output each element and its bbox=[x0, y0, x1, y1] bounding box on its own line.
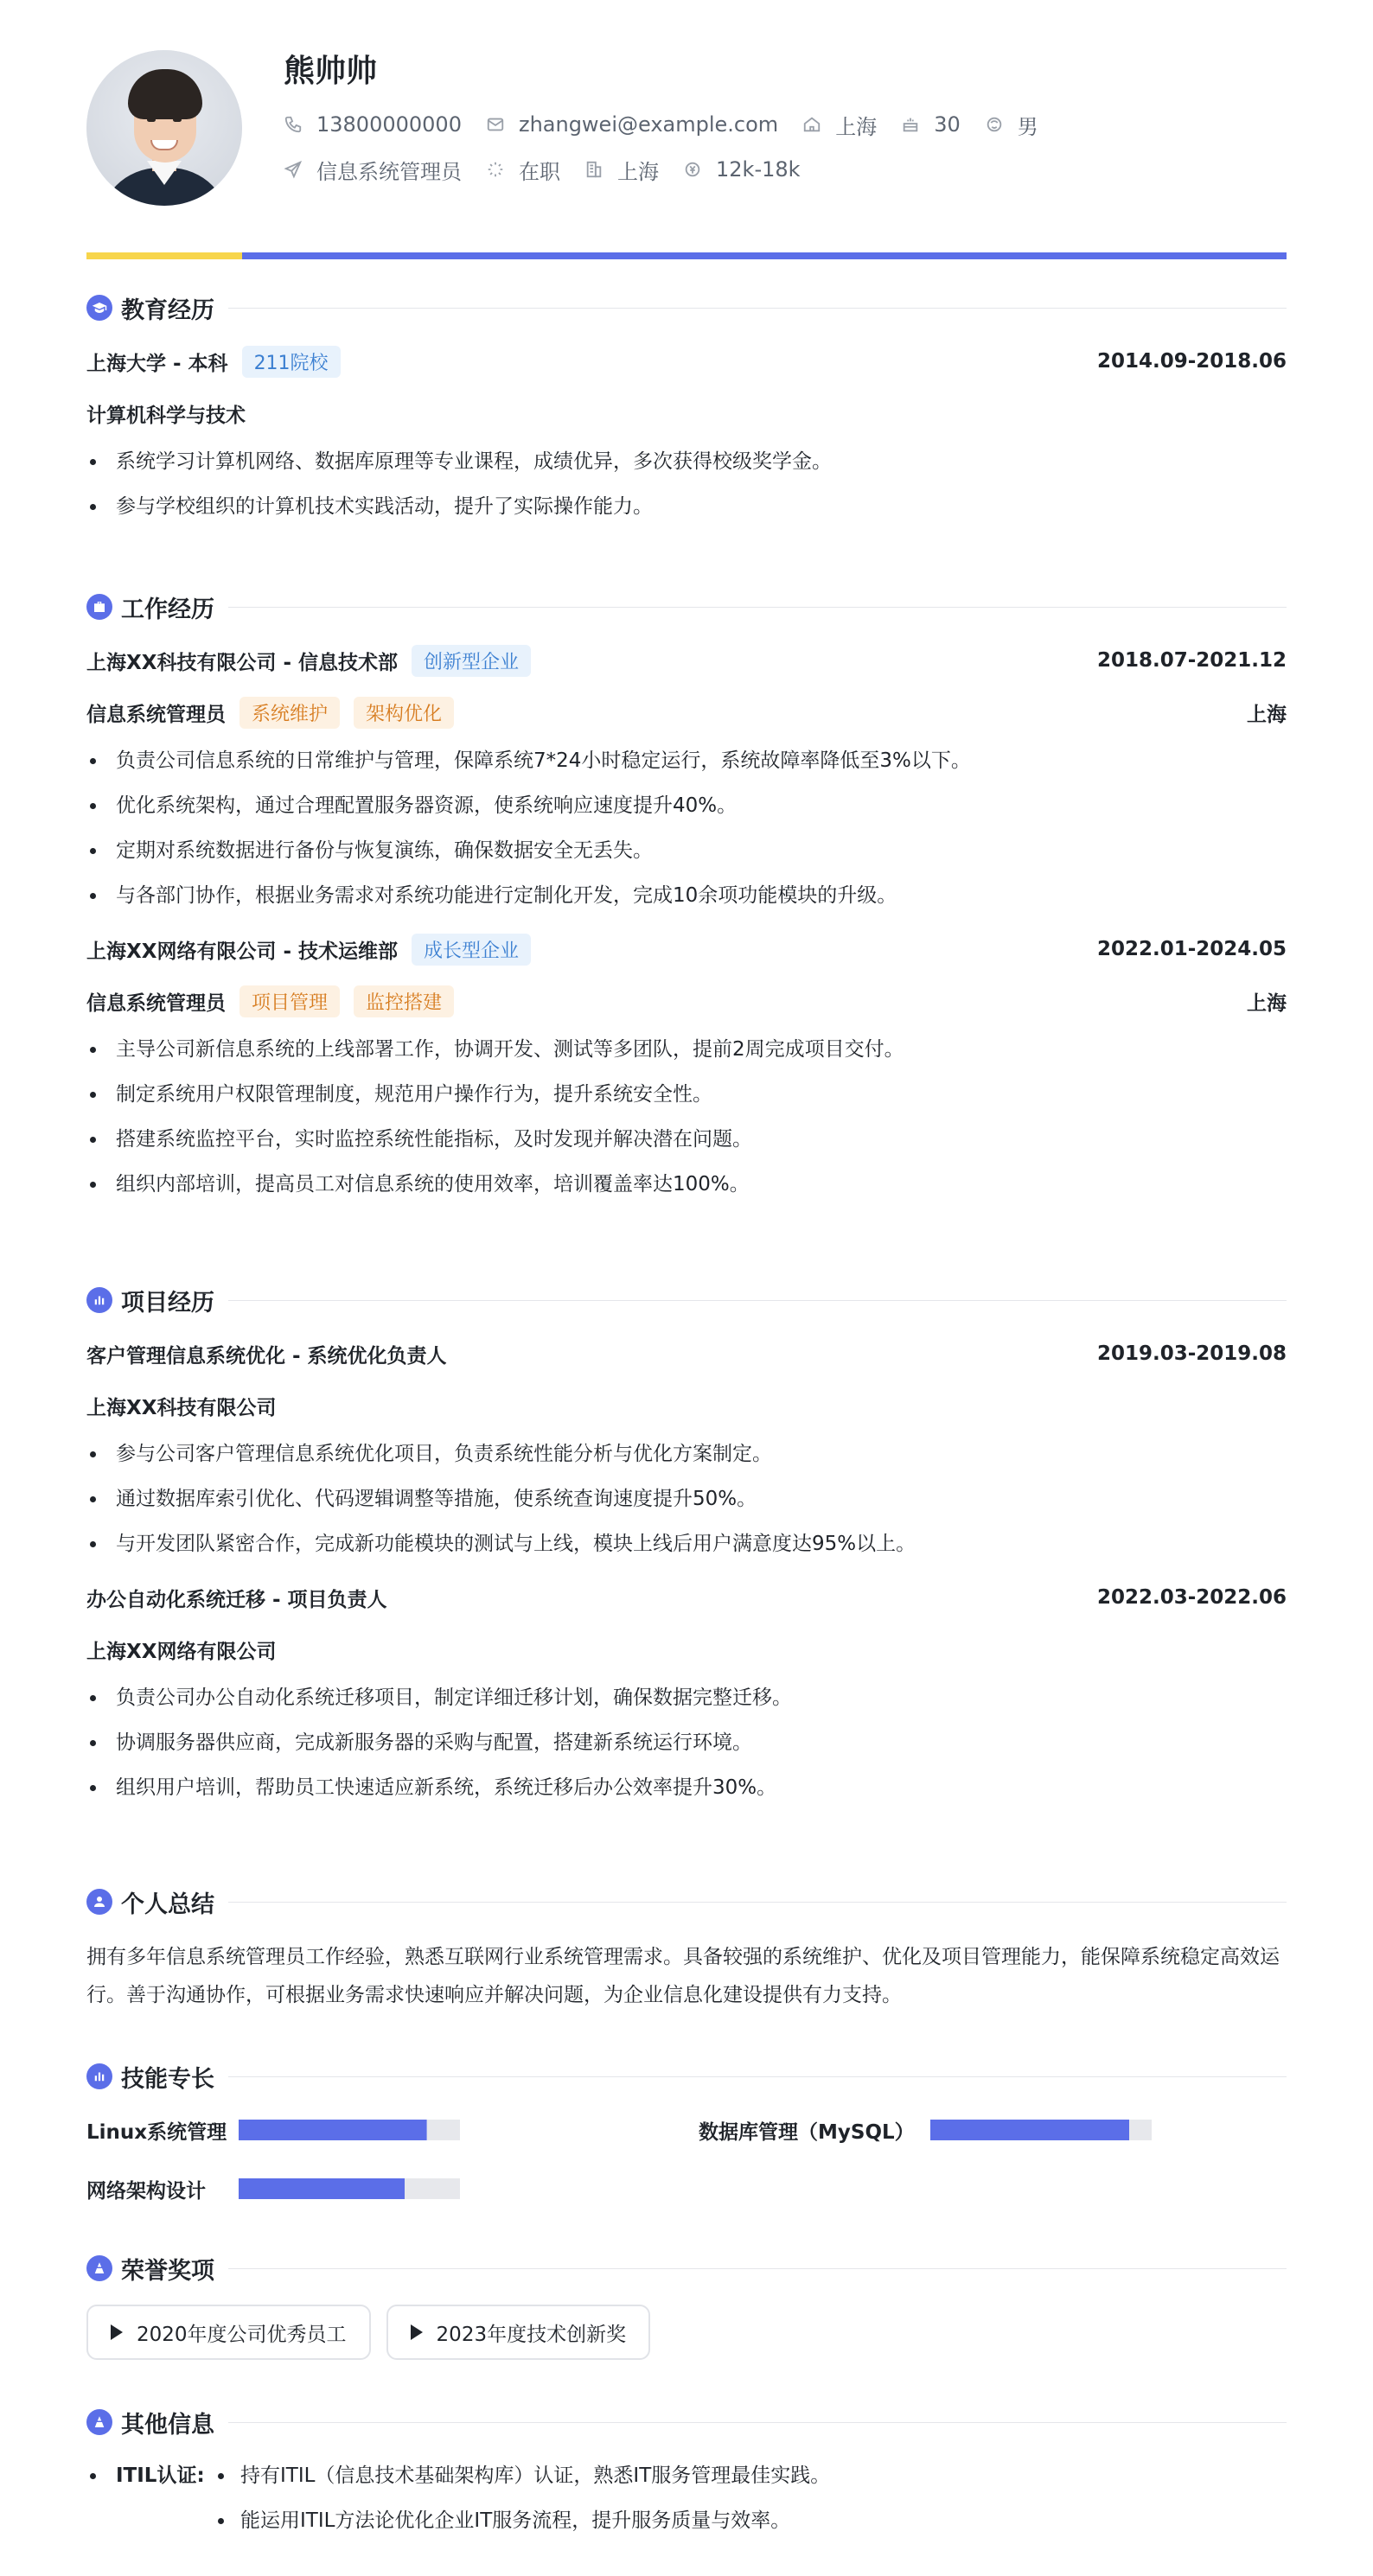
coin-icon bbox=[683, 160, 702, 179]
project-company-row bbox=[86, 1623, 1287, 1675]
header-divider bbox=[86, 252, 1287, 259]
project-company-row bbox=[86, 1380, 1287, 1431]
skill-bar-fill bbox=[239, 2178, 405, 2199]
position-text: 信息系统管理员 bbox=[316, 159, 462, 184]
project-bullets bbox=[86, 1431, 1287, 1566]
skill-label: 数据库管理（MySQL） bbox=[699, 2120, 915, 2144]
skill-item bbox=[86, 2171, 206, 2206]
section-title: 技能专长 bbox=[121, 2065, 214, 2093]
resume-header bbox=[86, 50, 1287, 206]
role-name: 信息系统管理员 bbox=[86, 703, 226, 726]
list-item: 与开发团队紧密合作，完成新功能模块的测试与上线，模块上线后用户满意度达95%以上。 bbox=[86, 1521, 1287, 1566]
work-role-row bbox=[86, 975, 1287, 1027]
skills-grid bbox=[86, 2113, 1287, 2234]
user-icon bbox=[86, 1889, 112, 1915]
school-tag: 211院校 bbox=[242, 346, 341, 378]
role-tag: 监控搭建 bbox=[354, 985, 454, 1017]
award-icon bbox=[86, 2409, 112, 2435]
honor-item bbox=[86, 2305, 371, 2360]
project-bullets bbox=[86, 1675, 1287, 1810]
section-header bbox=[86, 2059, 1287, 2094]
other-row bbox=[86, 2453, 1287, 2543]
city-item bbox=[584, 155, 659, 185]
list-item: 协调服务器供应商，完成新服务器的采购与配置，搭建新系统运行环境。 bbox=[86, 1720, 1287, 1765]
work-role-row bbox=[86, 686, 1287, 738]
other-key: ITIL认证: bbox=[86, 2453, 240, 2498]
avatar bbox=[86, 50, 242, 206]
list-item: 能运用ITIL方法论优化企业IT服务流程，提升服务质量与效率。 bbox=[240, 2498, 830, 2543]
list-item: 组织用户培训，帮助员工快速适应新系统，系统迁移后办公效率提升30%。 bbox=[86, 1765, 1287, 1810]
list-item: 参与公司客户管理信息系统优化项目，负责系统性能分析与优化方案制定。 bbox=[86, 1431, 1287, 1476]
list-item: 负责公司信息系统的日常维护与管理，保障系统7*24小时稳定运行，系统故障率降低至3%以下。 bbox=[86, 738, 1287, 783]
honor-item bbox=[386, 2305, 651, 2360]
skill-bar bbox=[239, 2120, 460, 2140]
play-icon bbox=[111, 2324, 123, 2340]
work-location: 上海 bbox=[1247, 703, 1287, 726]
skill-bar-fill bbox=[930, 2120, 1129, 2140]
role-tag: 架构优化 bbox=[354, 697, 454, 729]
section-header bbox=[86, 1283, 1287, 1317]
work-date: 2022.01-2024.05 bbox=[1096, 938, 1287, 960]
section-header bbox=[86, 2251, 1287, 2286]
skill-label: Linux系统管理 bbox=[86, 2120, 227, 2144]
phone-item bbox=[284, 112, 462, 137]
candidate-name: 熊帅帅 bbox=[284, 54, 378, 89]
section-header bbox=[86, 2405, 1287, 2439]
project-title: 办公自动化系统迁移 - 项目负责人 bbox=[86, 1588, 387, 1611]
cake-icon bbox=[901, 115, 920, 134]
header-info bbox=[284, 50, 1063, 192]
gender-item bbox=[985, 110, 1038, 140]
list-item: 主导公司新信息系统的上线部署工作，协调开发、测试等多团队，提前2周完成项目交付。 bbox=[86, 1027, 1287, 1072]
work-company-row bbox=[86, 634, 1287, 686]
role-tag: 系统维护 bbox=[239, 697, 340, 729]
company-tag: 创新型企业 bbox=[412, 645, 531, 677]
section-title: 教育经历 bbox=[121, 296, 214, 324]
section-title: 个人总结 bbox=[121, 1891, 214, 1918]
honors-list bbox=[86, 2305, 1287, 2360]
graduation-cap-icon bbox=[86, 295, 112, 321]
section-header bbox=[86, 1884, 1287, 1919]
education-bullets bbox=[86, 439, 1287, 529]
work-date: 2018.07-2021.12 bbox=[1096, 649, 1287, 672]
list-item: 搭建系统监控平台，实时监控系统性能指标，及时发现并解决潜在问题。 bbox=[86, 1117, 1287, 1162]
other-section bbox=[86, 2405, 1287, 2543]
list-item: 组织内部培训，提高员工对信息系统的使用效率，培训覆盖率达100%。 bbox=[86, 1162, 1287, 1207]
city-text: 上海 bbox=[617, 159, 659, 184]
work-company-row bbox=[86, 923, 1287, 975]
skills-section bbox=[86, 2059, 1287, 2234]
email-item bbox=[486, 112, 778, 137]
project-date: 2022.03-2022.06 bbox=[1096, 1586, 1287, 1609]
email-text: zhangwei@example.com bbox=[518, 112, 779, 137]
list-item: 制定系统用户权限管理制度，规范用户操作行为，提升系统安全性。 bbox=[86, 1072, 1287, 1117]
major-name: 计算机科学与技术 bbox=[86, 404, 246, 427]
list-item: 与各部门协作，根据业务需求对系统功能进行定制化开发，完成10余项功能模块的升级。 bbox=[86, 873, 1287, 918]
work-location: 上海 bbox=[1247, 992, 1287, 1015]
honor-label: 2023年度技术创新奖 bbox=[436, 2323, 627, 2346]
work-section bbox=[86, 590, 1287, 1207]
list-item: 系统学习计算机网络、数据库原理等专业课程，成绩优异，多次获得校级奖学金。 bbox=[86, 439, 1287, 484]
major-row bbox=[86, 387, 1287, 439]
hometown-text: 上海 bbox=[835, 114, 878, 139]
section-header bbox=[86, 590, 1287, 624]
honors-section bbox=[86, 2251, 1287, 2360]
section-title: 荣誉奖项 bbox=[121, 2257, 214, 2285]
salary-item bbox=[683, 157, 801, 182]
company-tag: 成长型企业 bbox=[412, 934, 531, 966]
mail-icon bbox=[486, 115, 505, 134]
role-name: 信息系统管理员 bbox=[86, 992, 226, 1015]
education-section bbox=[86, 290, 1287, 529]
skill-bar-fill bbox=[239, 2120, 427, 2140]
project-date: 2019.03-2019.08 bbox=[1096, 1342, 1287, 1365]
section-header bbox=[86, 290, 1287, 325]
job-row bbox=[284, 147, 1063, 192]
skill-bar bbox=[239, 2178, 460, 2199]
company-name: 上海XX科技有限公司 - 信息技术部 bbox=[86, 651, 399, 674]
face-icon bbox=[985, 115, 1004, 134]
project-company: 上海XX科技有限公司 bbox=[86, 1396, 277, 1419]
salary-text: 12k-18k bbox=[716, 157, 801, 182]
bar-chart-icon bbox=[86, 1287, 112, 1313]
work-bullets bbox=[86, 1027, 1287, 1207]
education-row bbox=[86, 335, 1287, 387]
project-company: 上海XX网络有限公司 bbox=[86, 1640, 277, 1663]
gender-text: 男 bbox=[1017, 114, 1038, 139]
age-item bbox=[901, 112, 961, 137]
bar-chart-icon bbox=[86, 2063, 112, 2089]
list-item: 通过数据库索引优化、代码逻辑调整等措施，使系统查询速度提升50%。 bbox=[86, 1476, 1287, 1521]
skill-label: 网络架构设计 bbox=[86, 2179, 206, 2203]
school-name: 上海大学 - 本科 bbox=[86, 352, 228, 375]
hometown-item bbox=[802, 110, 877, 140]
other-list bbox=[240, 2453, 830, 2543]
status-item bbox=[486, 155, 560, 185]
company-name: 上海XX网络有限公司 - 技术运维部 bbox=[86, 940, 399, 963]
phone-text: 13800000000 bbox=[316, 112, 462, 137]
home-icon bbox=[802, 115, 821, 134]
honor-label: 2020年度公司优秀员工 bbox=[137, 2323, 347, 2346]
phone-icon bbox=[284, 115, 303, 134]
project-title-row bbox=[86, 1328, 1287, 1380]
role-tag: 项目管理 bbox=[239, 985, 340, 1017]
section-title: 项目经历 bbox=[121, 1289, 214, 1317]
list-item: 定期对系统数据进行备份与恢复演练，确保数据安全无丢失。 bbox=[86, 828, 1287, 873]
play-icon bbox=[411, 2324, 423, 2340]
project-title: 客户管理信息系统优化 - 系统优化负责人 bbox=[86, 1344, 447, 1368]
section-title: 其他信息 bbox=[121, 2411, 214, 2439]
list-item: 参与学校组织的计算机技术实践活动，提升了实际操作能力。 bbox=[86, 484, 1287, 529]
skill-item bbox=[86, 2113, 227, 2147]
status-text: 在职 bbox=[519, 159, 560, 184]
send-icon bbox=[284, 160, 303, 179]
age-text: 30 bbox=[934, 112, 961, 137]
skill-item bbox=[699, 2113, 915, 2147]
contact-row bbox=[284, 102, 1063, 147]
award-icon bbox=[86, 2255, 112, 2281]
work-bullets bbox=[86, 738, 1287, 918]
project-title-row bbox=[86, 1572, 1287, 1623]
section-title: 工作经历 bbox=[121, 596, 214, 623]
summary-section bbox=[86, 1884, 1287, 2014]
loading-icon bbox=[486, 160, 505, 179]
list-item: 负责公司办公自动化系统迁移项目，制定详细迁移计划，确保数据完整迁移。 bbox=[86, 1675, 1287, 1720]
briefcase-icon bbox=[86, 594, 112, 620]
list-item: 持有ITIL（信息技术基础架构库）认证，熟悉IT服务管理最佳实践。 bbox=[240, 2453, 830, 2498]
skill-bar bbox=[930, 2120, 1152, 2140]
list-item: 优化系统架构，通过合理配置服务器资源，使系统响应速度提升40%。 bbox=[86, 783, 1287, 828]
summary-text: 拥有多年信息系统管理员工作经验，熟悉互联网行业系统管理需求。具备较强的系统维护、优化及项目管理能力，能保障系统稳定高效运行。善于沟通协作，可根据业务需求快速响应并解决问题，为企业信息化建设提供有力支持。 bbox=[86, 1946, 1280, 2006]
projects-section bbox=[86, 1283, 1287, 1810]
building-icon bbox=[584, 160, 603, 179]
position-item bbox=[284, 155, 462, 185]
education-date: 2014.09-2018.06 bbox=[1096, 350, 1287, 373]
